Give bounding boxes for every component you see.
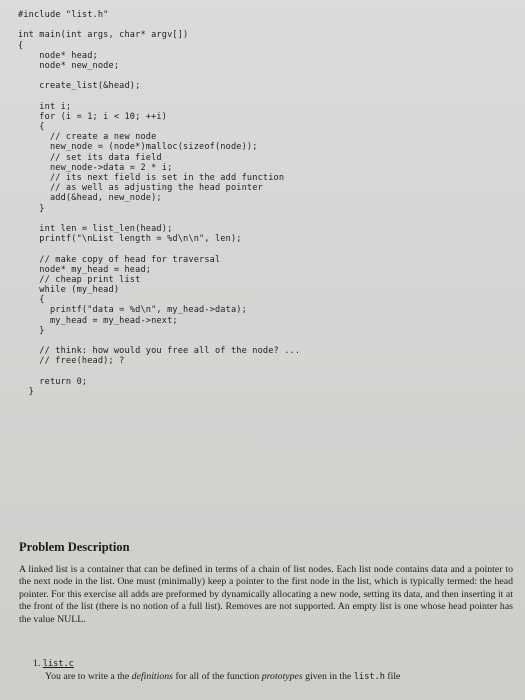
problem-paragraph: A linked list is a container that can be defined in terms of a chain of list nodes. Each list node contains data and a pointer to the next node in the list. One must (minimally) keep a pointer to the first node in the list, which is typically termed: the head pointer. For this exercise all adds are preformed by dynamically allocating a new node, setting its data, and then inserting it at the front of the list (there is no notion of a full list). Removes are not supported. An empty list is one whose head pointer has the value NULL. <box>19 564 513 625</box>
code-line: #include "list.h" <box>18 10 109 20</box>
code-line: return 0; <box>18 376 88 387</box>
code-line: printf("\nList length = %d\n\n", len); <box>18 234 242 245</box>
code-line: new_node = (node*)malloc(sizeof(node)); <box>18 142 258 153</box>
item-em-definitions: definitions <box>131 670 173 682</box>
numbered-item-1 <box>33 658 513 684</box>
problem-description-section <box>19 540 513 626</box>
item-text-2: for all of the function <box>173 670 262 682</box>
code-line: { <box>18 122 45 133</box>
item-description <box>33 671 513 684</box>
code-line: int len = list_len(head); <box>18 223 173 234</box>
code-line: } <box>18 203 45 214</box>
code-line: add(&head, new_node); <box>18 193 162 204</box>
code-line: int main(int args, char* argv[]) <box>18 30 189 41</box>
code-line <box>18 92 508 102</box>
code-line: // its next field is set in the add function <box>18 173 285 183</box>
code-line: { <box>18 40 24 51</box>
code-line: create_list(&head); <box>18 81 141 92</box>
code-line: { <box>18 295 45 306</box>
code-line: // create a new node <box>18 132 157 143</box>
item-header-file: list.h <box>353 671 385 682</box>
code-line: // as well as adjusting the head pointer <box>18 183 263 194</box>
code-line <box>18 244 508 254</box>
section-heading: Problem Description <box>19 540 130 554</box>
code-line: // make copy of head for traversal <box>18 254 221 265</box>
code-line <box>18 367 508 377</box>
item-number: 1. <box>33 658 41 669</box>
code-line: node* my_head = head; <box>18 264 152 275</box>
item-text-4: file <box>384 670 401 682</box>
code-line: my_head = my_head->next; <box>18 315 178 326</box>
code-line: printf("data = %d\n", my_head->data); <box>18 305 247 316</box>
code-line <box>18 71 508 81</box>
code-line: // set its data field <box>18 152 162 163</box>
code-line <box>18 20 508 30</box>
item-em-prototypes: prototypes <box>261 670 303 682</box>
item-text-1: You are to write a the <box>45 670 132 682</box>
code-listing <box>18 10 508 397</box>
code-line <box>18 336 508 346</box>
code-line: node* new_node; <box>18 60 120 71</box>
code-line: } <box>18 386 34 397</box>
code-line: // think: how would you free all of the node? ... <box>18 346 301 357</box>
item-file-name: list.c <box>42 659 74 669</box>
code-line: } <box>18 325 45 336</box>
code-line: new_node->data = 2 * i; <box>18 162 173 173</box>
code-line <box>18 214 508 224</box>
code-line: while (my_head) <box>18 285 120 296</box>
code-line: for (i = 1; i < 10; ++i) <box>18 111 168 122</box>
code-line: // cheap print list <box>18 274 141 285</box>
item-text-3: given in the <box>302 670 354 682</box>
code-line: node* head; <box>18 50 98 61</box>
code-line: int i; <box>18 101 72 112</box>
code-line: // free(head); ? <box>18 356 125 367</box>
